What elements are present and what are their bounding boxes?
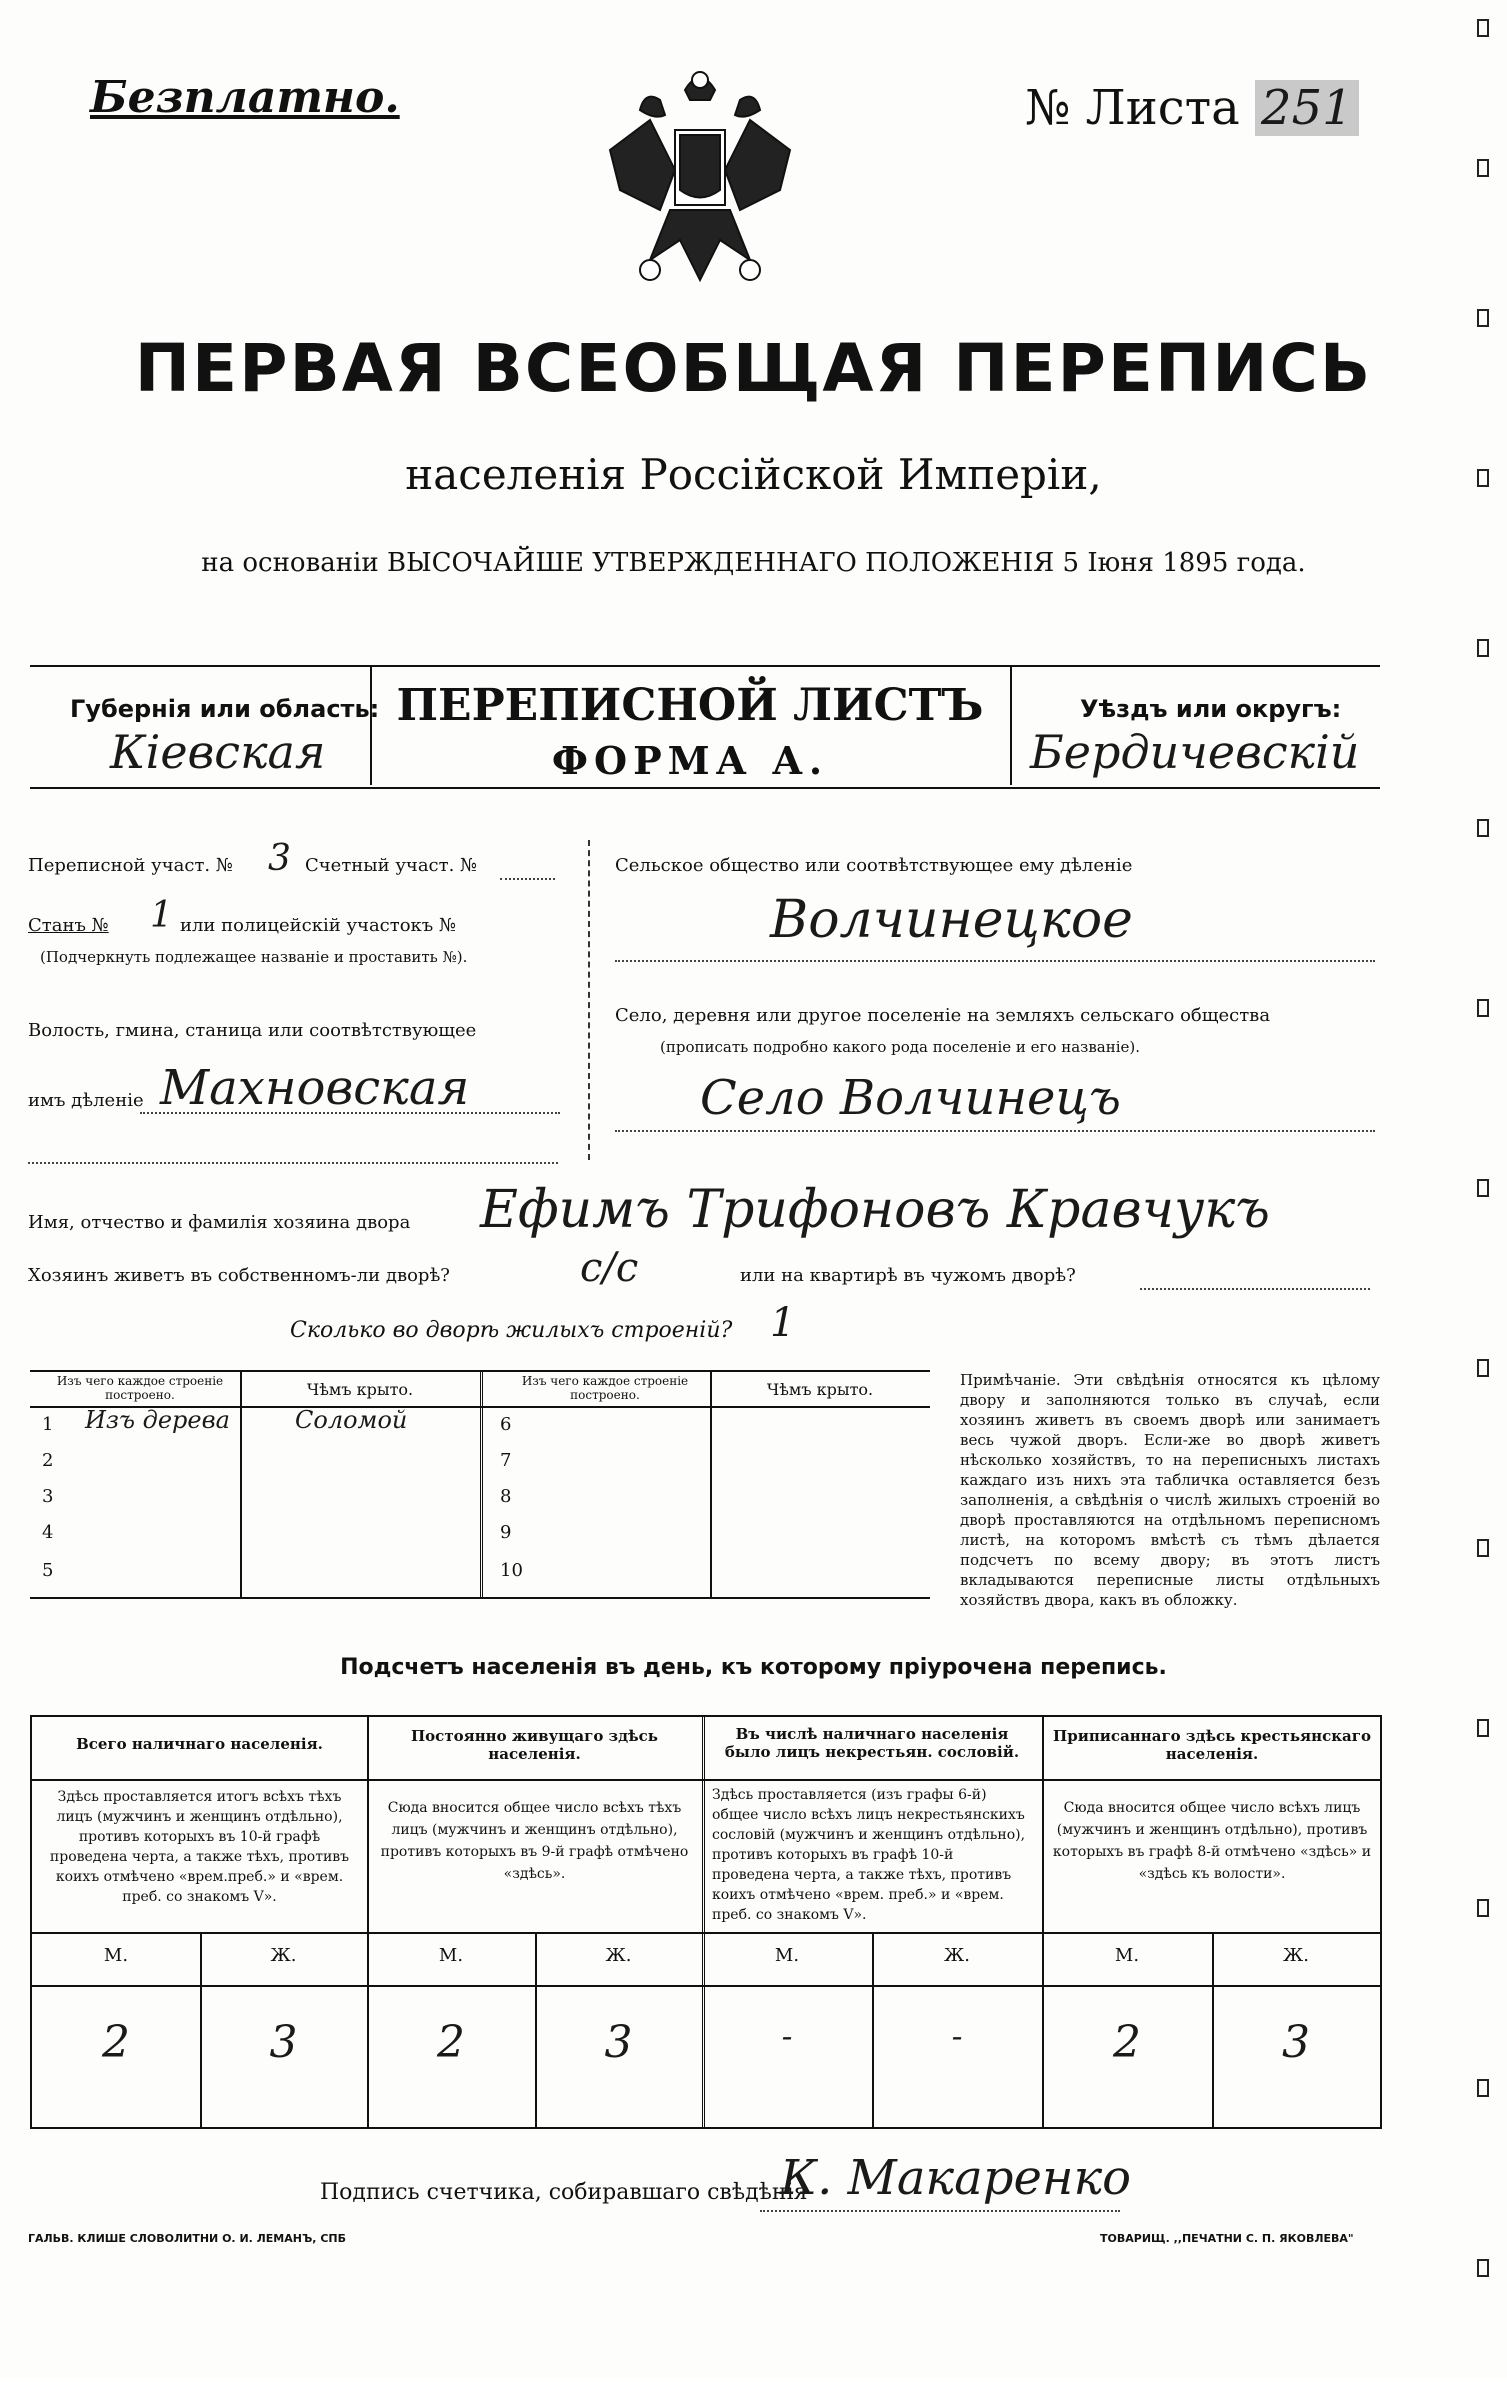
female-header: Ж.: [270, 1945, 297, 1966]
village-note: (прописать подробно какого рода поселеніе и его названіе).: [660, 1038, 1140, 1056]
society-label: Сельское общество или соотвѣтствующее ему дѣленіе: [615, 855, 1133, 876]
female-header: Ж.: [944, 1945, 970, 1966]
group-desc: Здѣсь проставляется итогъ всѣхъ тѣхъ лицъ (мужчинъ и женщинъ отдѣльно), противъ которыхъ въ 10-й графѣ проведена черта, а также тѣхъ, противъ коихъ отмѣчено «врем.преб.» и «врем. преб. со знакомъ V».: [49, 1789, 350, 1905]
police-label: или полицейскій участокъ №: [180, 915, 457, 936]
signature-value: К. Макаренко: [780, 2150, 1132, 2206]
male-value: 2: [437, 2017, 465, 2068]
male-header: М.: [438, 1945, 464, 1966]
owner-name-label: Имя, отчество и фамилія хозяина двора: [28, 1212, 411, 1233]
female-value: -: [951, 2017, 963, 2055]
gubernia-label: Губернія или область:: [70, 695, 380, 723]
count-table: [30, 1715, 1382, 2129]
row-number: 8: [500, 1486, 512, 1507]
signature-label: Подпись счетчика, собиравшаго свѣдѣнія: [320, 2180, 808, 2205]
group-desc: Сюда вносится общее число всѣхъ тѣхъ лицъ (мужчинъ и женщинъ отдѣльно), противъ которыхъ въ 9-й графѣ отмѣчено «здѣсь».: [380, 1800, 689, 1882]
village-label: Село, деревня или другое поселеніе на земляхъ сельскаго общества: [615, 1005, 1271, 1026]
male-value: 2: [102, 2017, 130, 2068]
volost-line-2: [28, 1162, 558, 1164]
owner-name-value: Ефимъ Трифоновъ Кравчукъ: [480, 1180, 1270, 1240]
group-desc: Здѣсь проставляется (изъ графы 6-й) общее число всѣхъ лицъ некрестьянскихъ сословій (мужчинъ и женщинъ отдѣльно), противъ которыхъ въ графѣ 10-й проведена черта, а также тѣхъ, противъ коихъ отмѣчено «врем. преб.» и «врем. преб. со знакомъ V».: [712, 1787, 1026, 1923]
owner-own-label: Хозяинъ живетъ въ собственномъ-ли дворѣ?: [28, 1265, 450, 1286]
group-head: Приписаннаго здѣсь крестьянскаго населенія.: [1053, 1727, 1371, 1763]
row-number: 10: [500, 1560, 523, 1581]
row-material: Изъ дерева: [85, 1406, 230, 1434]
row-number: 3: [42, 1486, 54, 1507]
buildings-label: Сколько во дворѣ жилыхъ строеній?: [290, 1318, 733, 1343]
stan-value: 1: [150, 895, 173, 936]
row-roof: Соломой: [295, 1406, 408, 1434]
male-header: М.: [774, 1945, 800, 1966]
row-number: 2: [42, 1450, 54, 1471]
group-head: Въ числѣ наличнаго населенія было лицъ некрестьян. сословій.: [724, 1725, 1020, 1761]
underline-note: (Подчеркнуть подлежащее названіе и проставить №).: [40, 948, 468, 966]
row-number: 1: [42, 1414, 54, 1435]
female-value: 3: [269, 2017, 298, 2068]
female-value: 3: [1282, 2017, 1310, 2068]
row-number: 5: [42, 1560, 54, 1581]
male-header: М.: [1114, 1945, 1140, 1966]
row-divider: [32, 1985, 1380, 1987]
row-divider: [32, 1932, 1380, 1934]
volost-label-2: имъ дѣленіе: [28, 1090, 144, 1111]
village-value: Село Волчинецъ: [700, 1070, 1121, 1126]
female-value: 3: [604, 2017, 633, 2068]
female-header: Ж.: [605, 1945, 632, 1966]
volost-line: [140, 1112, 560, 1114]
society-line: [615, 960, 1375, 962]
row-number: 7: [500, 1450, 512, 1471]
female-header: Ж.: [1283, 1945, 1309, 1966]
buildings-note: Примѣчаніе. Эти свѣдѣнія относятся къ цѣлому двору и заполняются только въ случаѣ, если хозяинъ живетъ въ своемъ дворѣ или занимаетъ весь чужой дворъ. Если-же во дворѣ живетъ нѣсколько хозяйствъ, то на переписныхъ листахъ каждаго изъ нихъ эта табличка оставляется безъ заполненія, а свѣдѣнія о числѣ жилыхъ строеній во дворѣ проставляются на отдѣльномъ переписномъ листѣ, на которомъ вмѣстѣ съ тѣмъ дѣлается подсчетъ по всему двору; въ этотъ листъ вкладываются переписные листы отдѣльныхъ хозяйствъ двора, какъ въ обложку.: [960, 1371, 1380, 1609]
count-title: Подсчетъ населенія въ день, къ которому пріурочена перепись.: [340, 1655, 1167, 1680]
rent-line: [1140, 1288, 1370, 1290]
group-desc: Сюда вносится общее число всѣхъ лицъ (мужчинъ и женщинъ отдѣльно), противъ которыхъ въ графѣ 8-й отмѣчено «здѣсь» и «здѣсь къ волости».: [1052, 1800, 1372, 1882]
row-divider: [32, 1779, 1380, 1781]
double-headed-eagle-icon: [590, 60, 810, 300]
row-number: 6: [500, 1414, 512, 1435]
male-value: 2: [1113, 2017, 1141, 2068]
census-subtitle: населенія Россійской Имперіи,: [405, 450, 1102, 499]
col-roof-header-2: Чѣмъ крыто.: [766, 1380, 874, 1399]
schet-label: Счетный участ. №: [305, 855, 478, 876]
sheet-number-label: № Листа: [1025, 80, 1240, 136]
row-number: 4: [42, 1522, 54, 1543]
owner-own-value: с/с: [580, 1245, 639, 1291]
form-label: ФОРМА А.: [551, 738, 829, 783]
group-head: Всего наличнаго населенія.: [76, 1735, 323, 1753]
schet-line: [500, 878, 555, 880]
imperial-eagle-emblem: [590, 60, 810, 300]
group-head: Постоянно живущаго здѣсь населенія.: [411, 1727, 658, 1763]
free-label: Безплатно.: [90, 72, 400, 123]
society-value: Волчинецкое: [770, 890, 1133, 950]
village-line: [615, 1130, 1375, 1132]
sheet-number-value: 251: [1255, 80, 1359, 136]
uchastok-value: 3: [268, 838, 291, 879]
volost-value: Махновская: [160, 1060, 470, 1116]
census-title: ПЕРВАЯ ВСЕОБЩАЯ ПЕРЕПИСЬ: [134, 330, 1373, 407]
sheet-number: [1025, 80, 1359, 136]
printer-right: ТОВАРИЩ. ,,ПЕЧАТНИ С. П. ЯКОВЛЕВА": [1100, 2232, 1354, 2245]
census-basis: на основаніи ВЫСОЧАЙШЕ УТВЕРЖДЕННАГО ПОЛОЖЕНІЯ 5 Іюня 1895 года.: [201, 548, 1306, 578]
gubernia-value: Кіевская: [110, 725, 326, 779]
stan-label-text: Станъ №: [28, 915, 109, 936]
male-value: -: [781, 2017, 793, 2055]
divider: [1010, 665, 1012, 785]
volost-label: Волость, гмина, станица или соотвѣтствующее: [28, 1020, 477, 1041]
uezd-label: Уѣздъ или округъ:: [1080, 695, 1342, 723]
col-material-header: Изъ чего каждое строеніе построено.: [56, 1374, 224, 1402]
form-title: ПЕРЕПИСНОЙ ЛИСТЪ: [396, 680, 984, 731]
col-roof-header: Чѣмъ крыто.: [306, 1380, 414, 1399]
printer-left: ГАЛЬВ. КЛИШЕ СЛОВОЛИТНИ О. И. ЛЕМАНЪ, СПБ: [28, 2232, 346, 2245]
buildings-table: [30, 1370, 930, 1599]
male-header: М.: [103, 1945, 129, 1966]
col-material-header-2: Изъ чего каждое строеніе построено.: [521, 1374, 689, 1402]
signature-line: [760, 2210, 1120, 2212]
uchastok-label: Переписной участ. №: [28, 855, 233, 876]
row-number: 9: [500, 1522, 512, 1543]
section-divider: [588, 840, 590, 1160]
uezd-value: Бердичевскій: [1030, 725, 1360, 779]
buildings-value: 1: [770, 1300, 796, 1346]
stan-label: [28, 915, 109, 936]
owner-rent-label: или на квартирѣ въ чужомъ дворѣ?: [740, 1265, 1076, 1286]
